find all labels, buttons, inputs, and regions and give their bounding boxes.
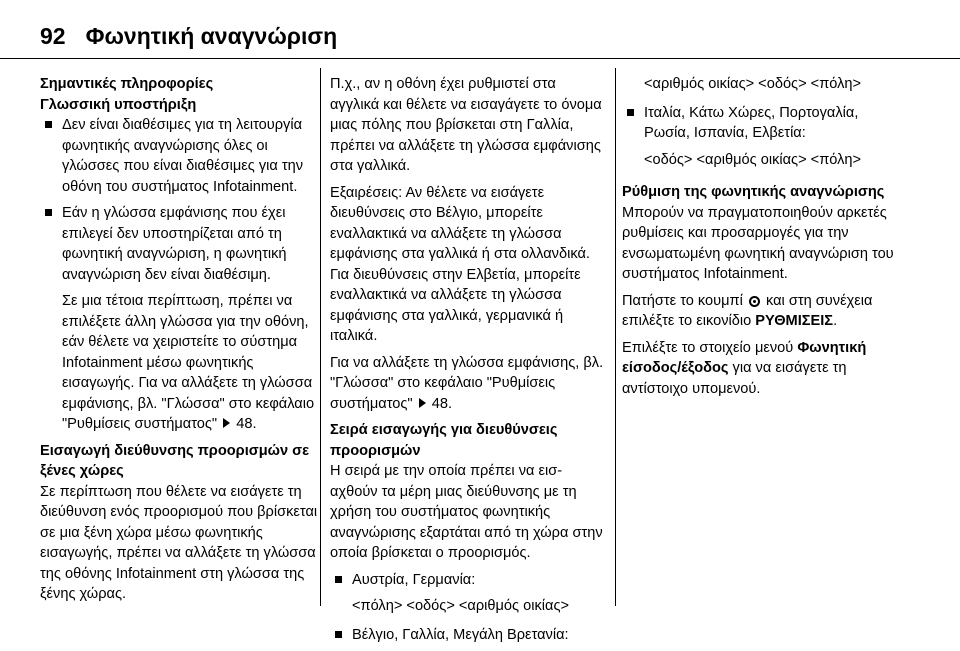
format-austria-germany: <πόλη> <οδός> <αριθμός οικίας>: [352, 598, 570, 614]
settings-icon-label: ΡΥΘΜΙΣΕΙΣ: [755, 313, 834, 329]
column-2: [330, 74, 604, 651]
paragraph-display-language-text: Για να αλλάξετε τη γλώσσα εμφάνισης, βλ. "Γλώσσα" στο κεφάλαιο "Ρυθμίσεις συστήματος": [330, 354, 604, 412]
paragraph-example: Π.χ., αν η οθόνη έχει ρυθμιστεί στα αγγλικά και θέλετε να εισαγάγετε το όνομα μιας πόλης που βρίσκεται στη Γαλλία, πρέπει να αλλάξετε τη γλώσσα εμφάνισης στα γαλλικά.: [330, 76, 602, 174]
press-button-text-2: και στη συνέχεια επιλέξτε το εικονίδιο: [622, 292, 873, 329]
bullet-austria-germany: Αυστρία, Γερμανία:: [330, 570, 604, 591]
bullet-languages: Δεν είναι διαθέσιμες για τη λειτουργία φωνητικής αναγνώρισης όλες οι γλώσσες που είναι διαθέσιμες για την οθόνη του συστήματος Infotainment.: [40, 115, 318, 197]
header-rule: [0, 58, 960, 59]
column-divider-1: [320, 68, 321, 606]
paragraph-press-button: [622, 291, 904, 332]
paragraph-change-language: [40, 291, 318, 435]
select-menu-text: Επιλέξτε το στοιχείο μενού: [622, 339, 794, 356]
heading-language-support: Γλωσσική υποστήριξη: [40, 96, 197, 113]
bullet-belgium-france-uk: Βέλγιο, Γαλλία, Μεγάλη Βρετανία:: [330, 625, 604, 646]
bullet-unsupported: Εάν η γλώσσα εμφάνισης που έχει επιλεγεί δεν υποστηρίζεται από τη φωνητική αναγνώριση, η φωνητική αναγνώριση δεν είναι διαθέσιμη.: [40, 203, 318, 285]
heading-foreign-destinations: Εισαγωγή διεύθυνσης προορισμών σε ξένες χώρες: [40, 442, 310, 479]
bullet-italy-etc: Ιταλία, Κάτω Χώρες, Πορτογαλία, Ρωσία, Ισπανία, Ελβετία:: [622, 103, 904, 144]
heading-voice-settings: Ρύθμιση της φωνητικής αναγνώρισης: [622, 184, 885, 200]
page-header: [40, 16, 337, 56]
paragraph-voice-settings: Μπορούν να πραγματοποιηθούν αρκετές ρυθμίσεις και προσαρμογές για την ενσωματωμένη φωνητική αναγνώριση του συστήματος Infotainment.: [622, 204, 894, 282]
column-divider-2: [615, 68, 616, 606]
heading-input-order: Σειρά εισαγωγής για διευθύνσεις προορισμών: [330, 422, 558, 459]
paragraph-change-language-text: Σε μια τέτοια περίπτωση, πρέπει να επιλέξετε άλλη γλώσσα για την οθόνη, εάν θέλετε να χειριστείτε το σύστημα Infotainment μέσω φωνητικής εισαγωγής. Για να αλλάξετε τη γλώσσα εμφάνισης, βλ. "Γλώσσα" στο κεφάλαιο "Ρυθμίσεις συστήματος": [62, 293, 315, 432]
paragraph-foreign-destinations: Σε περίπτωση που θέλετε να εισάγετε τη διεύθυνση ενός προορισμού που βρίσκεται σε μια ξένη χώρα μέσω φωνητικής εισαγωγής, πρέπει να αλλάξετε τη γλώσσα της οθόνης Infotainment στη γλώσσα της ξένης χώρας.: [40, 483, 318, 602]
paragraph-display-language: [330, 353, 604, 415]
page-number: 92: [40, 22, 66, 49]
page-reference-icon: [419, 398, 426, 408]
format-belgium-france-uk: <αριθμός οικίας> <οδός> <πόλη>: [644, 76, 862, 92]
column-1: [40, 74, 318, 611]
select-menu-text-2: για να εισάγετε τη αντίστοιχο υπομενού.: [622, 360, 847, 397]
format-italy-etc: <οδός> <αριθμός οικίας> <πόλη>: [644, 151, 862, 168]
page-reference: 48.: [236, 416, 257, 432]
page-reference-icon: [223, 418, 230, 428]
heading-important-info: Σημαντικές πληροφορίες: [40, 76, 214, 92]
column-3: [622, 74, 904, 405]
press-button-text: Πατήστε το κουμπί: [622, 292, 743, 309]
config-button-icon: [749, 296, 760, 307]
paragraph-input-order: Η σειρά με την οποία πρέπει να εισαχθούν τα μέρη μιας διεύθυνσης με τη χρήση του συστήματος φωνητικής αναγνώρισης εξαρτάται από τη χώρα στην οποία βρίσκεται ο προορισμός.: [330, 463, 603, 561]
voice-io-menu-label: Φωνητική είσοδος/έξοδος: [622, 339, 867, 376]
paragraph-exceptions: Εξαιρέσεις: Αν θέλετε να εισάγετε διευθύνσεις στο Βέλγιο, μπορείτε εναλλακτικά να αλλάξετε τη γλώσσα εμφάνισης στα γαλλικά ή στα ολλανδικά. Για διευθύνσεις στην Ελβετία, μπορείτε εναλλακτικά να αλλάξετε τη γλώσσα εμφάνισης στα γαλλικά, γερμανικά ή ιταλικά.: [330, 184, 590, 344]
page-reference: 48.: [431, 395, 453, 412]
period: .: [833, 313, 838, 329]
page-title: Φωνητική αναγνώριση: [85, 22, 338, 49]
paragraph-select-menu: [622, 338, 904, 400]
